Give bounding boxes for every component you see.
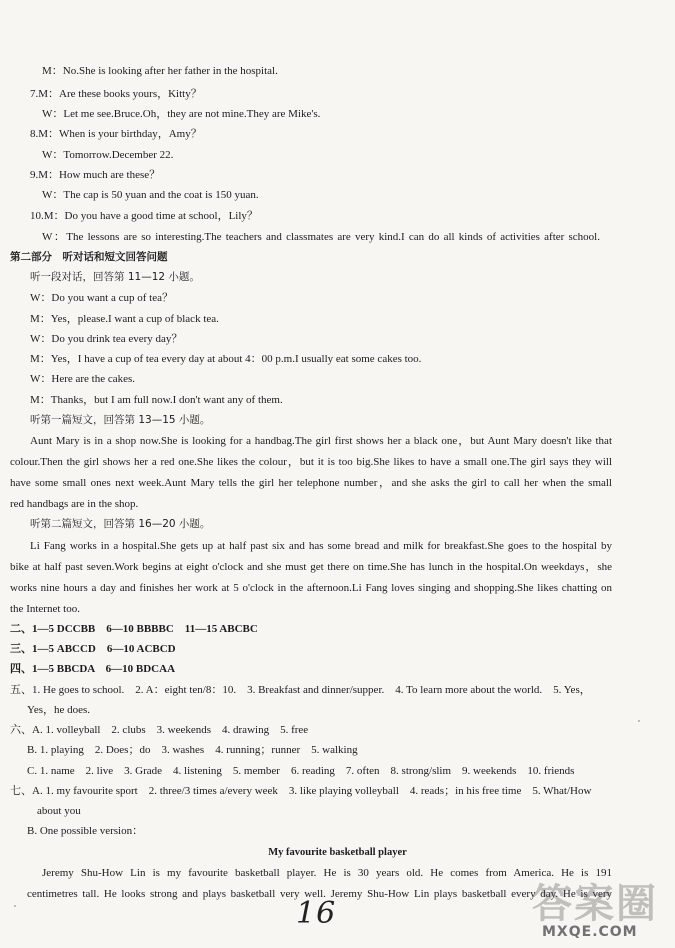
section-heading: 第二部分 听对话和短文回答问题 bbox=[10, 251, 168, 263]
watermark-site: MXQE.COM bbox=[542, 924, 638, 940]
text-line: M：No.She is looking after her father in the hospital. bbox=[42, 65, 278, 77]
watermark-logo bbox=[520, 866, 670, 946]
text-line: W：The cap is 50 yuan and the coat is 150 yuan. bbox=[42, 189, 259, 201]
answer-line: B. 1. playing 2. Does；do 3. washes 4. running；runner 5. walking bbox=[27, 744, 358, 756]
answer-line: 七、A. 1. my favourite sport 2. three/3 times a/every week 3. like playing volleyball 4. reads；in his free time 5. What/How bbox=[10, 785, 592, 797]
essay-title: My favourite basketball player bbox=[268, 847, 407, 858]
answer-line: 五、1. He goes to school. 2. A：eight ten/8：10. 3. Breakfast and dinner/supper. 4. To learn more about the world. 5. Yes， bbox=[10, 684, 591, 696]
text-line: M：Yes，please.I want a cup of black tea. bbox=[30, 313, 219, 325]
answer-line: about you bbox=[37, 805, 81, 817]
text-line: Aunt Mary is in a shop now.She is looking for a handbag.The girl first shows her a black one，but Aunt Mary doesn't like that bbox=[30, 435, 612, 447]
text-line: 听第一篇短文，回答第 13—15 小题。 bbox=[30, 414, 211, 426]
answer-line: 四、1—5 BBCDA 6—10 BDCAA bbox=[10, 663, 176, 675]
text-line: colour.Then the girl shows her a red one.She likes the colour，but it is too big.She likes to have a small one.The girl says they will bbox=[10, 456, 612, 468]
text-line: W：The lessons are so interesting.The teachers and classmates are very kind.I can do all kinds of activities after school. bbox=[42, 231, 600, 243]
text-line: 10.M：Do you have a good time at school，Lily？ bbox=[30, 210, 258, 222]
text-line: W：Do you want a cup of tea？ bbox=[30, 292, 173, 304]
scan-speck bbox=[14, 905, 16, 907]
text-line: 9.M：How much are these？ bbox=[30, 169, 161, 181]
text-line: W：Here are the cakes. bbox=[30, 373, 136, 385]
answer-line: 三、1—5 ABCCD 6—10 ACBCD bbox=[10, 643, 176, 655]
answer-line: 六、A. 1. volleyball 2. clubs 3. weekends 4. drawing 5. free bbox=[10, 724, 309, 736]
text-line: the Internet too. bbox=[10, 603, 80, 615]
watermark-logo-text: 答案圈 bbox=[532, 881, 658, 927]
essay-line: centimetres tall. He looks strong and plays basketball very well. Jeremy Shu-How Lin plays basketball every day. He is very bbox=[27, 888, 612, 900]
text-line: W：Let me see.Bruce.Oh，they are not mine.They are Mike's. bbox=[42, 108, 321, 120]
answer-line: Yes，he does. bbox=[27, 704, 91, 716]
answer-line: C. 1. name 2. live 3. Grade 4. listening 5. member 6. reading 7. often 8. strong/slim 9. weekends 10. friends bbox=[27, 765, 575, 777]
text-line: 7.M：Are these books yours，Kitty？ bbox=[30, 88, 202, 100]
text-line: have some small ones next week.Aunt Mary tells the girl her telephone number，and she asks the girl to call her when the small bbox=[10, 477, 612, 489]
text-line: works nine hours a day and finishes her work at 5 o'clock in the afternoon.Li Fang loves singing and shopping.She likes chatting on bbox=[10, 582, 612, 594]
text-line: W：Tomorrow.December 22. bbox=[42, 149, 174, 161]
text-line: 听一段对话，回答第 11—12 小题。 bbox=[30, 271, 200, 283]
scan-speck bbox=[638, 720, 640, 722]
text-line: M：Yes，I have a cup of tea every day at about 4：00 p.m.I usually eat some cakes too. bbox=[30, 353, 422, 365]
text-line: red handbags are in the shop. bbox=[10, 498, 139, 510]
text-line: M：Thanks，but I am full now.I don't want any of them. bbox=[30, 394, 283, 406]
essay-line: Jeremy Shu-How Lin is my favourite basketball player. He is 30 years old. He comes from America. He is 191 bbox=[42, 867, 612, 879]
text-line: W：Do you drink tea every day？ bbox=[30, 333, 183, 345]
answer-line: B. One possible version： bbox=[27, 825, 144, 837]
text-line: Li Fang works in a hospital.She gets up at half past six and has some bread and milk for breakfast.She goes to the hospital by bbox=[30, 540, 612, 552]
text-line: 8.M：When is your birthday，Amy？ bbox=[30, 128, 202, 140]
page-number: 16 bbox=[296, 896, 337, 931]
answer-line: 二、1—5 DCCBB 6—10 BBBBC 11—15 ABCBC bbox=[10, 623, 258, 635]
text-line: bike at half past seven.Work begins at eight o'clock and she must get there on time.She has lunch in the hospital.On weekdays，she bbox=[10, 561, 612, 573]
text-line: 听第二篇短文，回答第 16—20 小题。 bbox=[30, 518, 211, 530]
